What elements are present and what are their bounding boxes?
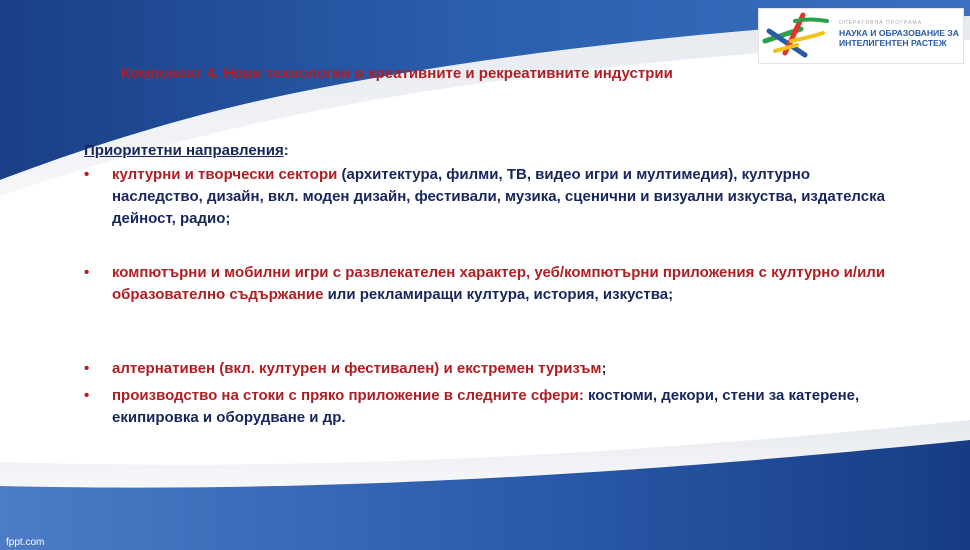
list-item: [112, 385, 902, 429]
bullet-marker: •: [84, 360, 90, 377]
logo-title-line-2: ИНТЕЛИГЕНТЕН РАСТЕЖ: [839, 38, 947, 48]
list-item: [112, 164, 902, 230]
priorities-heading: [84, 142, 289, 159]
list-item: [112, 262, 902, 306]
item-highlight: компютърни и мобилни игри с развлекателен характер, уеб/компютърни приложения с културно и/или образователно съдържание: [112, 264, 886, 303]
item-text: костюми, декори, стени за катерене, екипировка и оборудване и др.: [112, 387, 860, 426]
item-highlight: алтернативен (вкл. културен и фестивален) и екстремен туризъм: [112, 360, 602, 377]
item-highlight: културни и творчески сектори: [112, 166, 338, 183]
list-item: [112, 358, 902, 380]
bullet-marker: •: [84, 387, 90, 404]
item-text: ;: [601, 360, 607, 377]
bullet-marker: •: [84, 264, 90, 281]
logo-mark-icon: [761, 11, 829, 61]
priorities-label: Приоритетни направления: [84, 142, 284, 159]
footer-brand: fppt.com: [6, 537, 45, 548]
slide-title: Компонент 4. Нови технологии в креативните и рекреативните индустрии: [121, 65, 673, 82]
logo-program-label: ОПЕРАТИВНА ПРОГРАМА: [839, 20, 923, 26]
program-logo: [758, 8, 964, 64]
item-text: или рекламиращи култура, история, изкуства;: [323, 286, 674, 303]
priorities-colon: :: [283, 142, 289, 159]
logo-title-line-1: НАУКА И ОБРАЗОВАНИЕ ЗА: [839, 28, 959, 38]
item-highlight: производство на стоки с пряко приложение в следните сфери:: [112, 387, 584, 404]
item-text: (архитектура, филми, ТВ, видео игри и мултимедия), културно наследство, дизайн, вкл. моден дизайн, фестивали, музика, сценични и визуални изкуства, издателска дейност, радио;: [112, 166, 885, 227]
bullet-marker: •: [84, 166, 90, 183]
